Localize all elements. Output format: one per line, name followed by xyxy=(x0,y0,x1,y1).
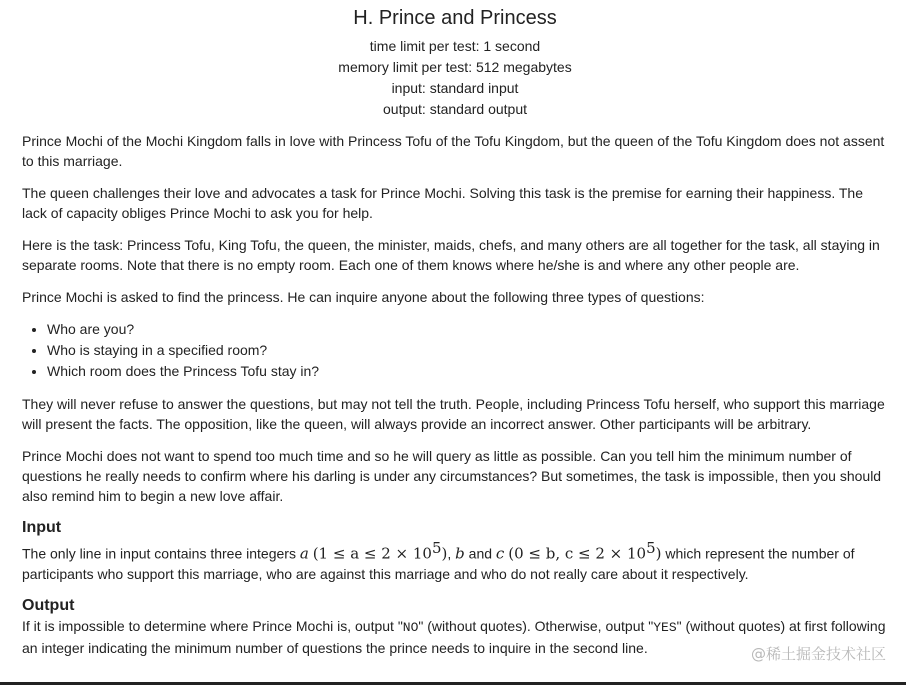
list-item: • Which room does the Princess Tofu stay in? xyxy=(47,361,888,382)
output-heading: Output xyxy=(22,596,75,614)
paragraph-6: Prince Mochi does not want to spend too much time and so he will query as little as possible. Can you tell him the minimum number of questions he really needs to confirm where his darling is under any circumstances? But sometimes, the task is impossible, then you should also remind him to begin a new love affair. xyxy=(22,448,882,504)
input-heading: Input xyxy=(22,519,62,536)
problem-statement xyxy=(22,0,888,670)
problem-title: H. Prince and Princess xyxy=(353,7,557,29)
output-spec: output: standard output xyxy=(383,101,527,117)
output-text: If it is impossible to determine where Prince Mochi is, output "NO" (without quotes). Otherwise, output "YES" (without quotes) at first following an integer indicating the minimum number of questions the prince needs to inquire in the second line. xyxy=(22,617,886,656)
paragraph-1: Prince Mochi of the Mochi Kingdom falls in love with Princess Tofu of the Tofu Kingdom, but the queen of the Tofu Kingdom does not assent to this marriage. xyxy=(22,133,885,169)
list-item: • Who are you? xyxy=(47,319,888,340)
problem-header xyxy=(22,7,888,120)
paragraph-3: Here is the task: Princess Tofu, King Tofu, the queen, the minister, maids, chefs, and many others are all together for the task, all staying in separate rooms. Note that there is no empty room. Each one of them knows where he/she is and where any other people are. xyxy=(22,237,880,273)
input-section xyxy=(22,518,888,584)
paragraph-4: Prince Mochi is asked to find the princess. He can inquire anyone about the following three types of questions: xyxy=(22,289,705,305)
input-spec: input: standard input xyxy=(391,80,519,96)
statement-body xyxy=(22,131,888,506)
watermark: @稀土掘金技术社区 xyxy=(750,645,886,663)
question-list xyxy=(22,319,888,382)
paragraph-2: The queen challenges their love and advocates a task for Prince Mochi. Solving this task is the premise for earning their happiness. The lack of capacity obliges Prince Mochi to ask you for help. xyxy=(22,185,863,221)
paragraph-5: They will never refuse to answer the questions, but may not tell the truth. People, including Princess Tofu herself, who support this marriage will present the facts. The opposition, like the queen, will always provide an incorrect answer. Other participants will be arbitrary. xyxy=(22,396,885,432)
input-text: The only line in input contains three integers a $(1 \le a \le 2 \times 10^5)$, b and c (0 ≤ b, $c \le 2 \times 10^5$) which represent the number of participants who support this marriage, who are against this marriage and who do not really care about it respectively. xyxy=(22,539,855,582)
time-limit: time limit per test: 1 second xyxy=(369,38,541,54)
list-item: • Who is staying in a specified room? xyxy=(47,340,888,361)
memory-limit: memory limit per test: 512 megabytes xyxy=(338,59,572,75)
